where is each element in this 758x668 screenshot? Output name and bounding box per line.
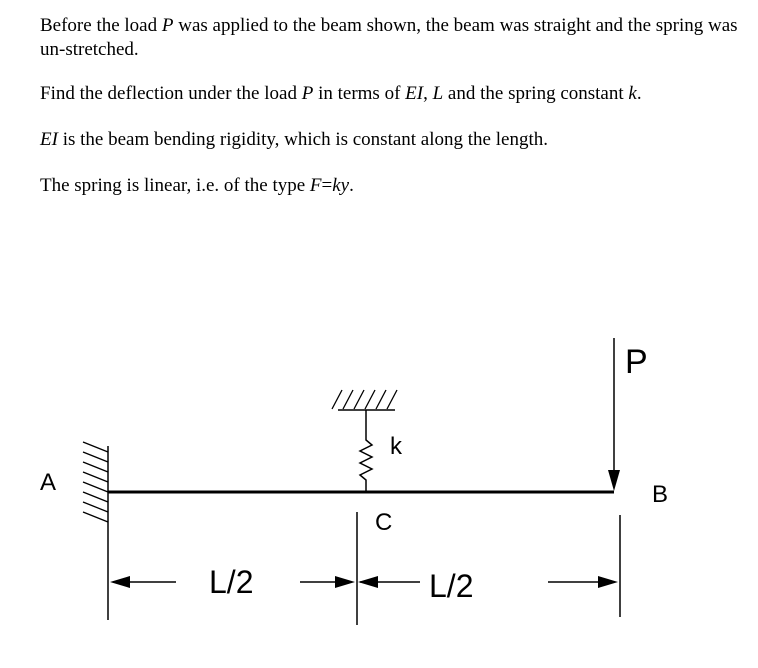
paragraph-bending-rigidity: EI is the beam bending rigidity, which is constant along the length. <box>40 129 548 150</box>
label-c: C <box>375 509 393 536</box>
paragraph-load-intro: Before the load P was applied to the beam shown, the beam was straight and the spring was un-stretched. <box>40 15 738 60</box>
dimension-left-label: L/2 <box>209 564 254 600</box>
dimension-right-label: L/2 <box>429 568 474 604</box>
dimension-right <box>358 576 618 588</box>
spring-ceiling-hatch <box>332 390 397 409</box>
load-p-arrowhead <box>608 470 620 491</box>
paragraph-find-deflection: Find the deflection under the load P in terms of EI, L and the spring constant k. <box>40 83 642 104</box>
fixed-support-hatch <box>83 442 108 522</box>
label-k: k <box>390 433 402 460</box>
label-a: A <box>40 469 57 496</box>
spring <box>360 410 372 492</box>
label-b: B <box>652 481 669 508</box>
paragraph-spring-law: The spring is linear, i.e. of the type F=ky. <box>40 175 354 196</box>
label-p: P <box>625 343 648 381</box>
